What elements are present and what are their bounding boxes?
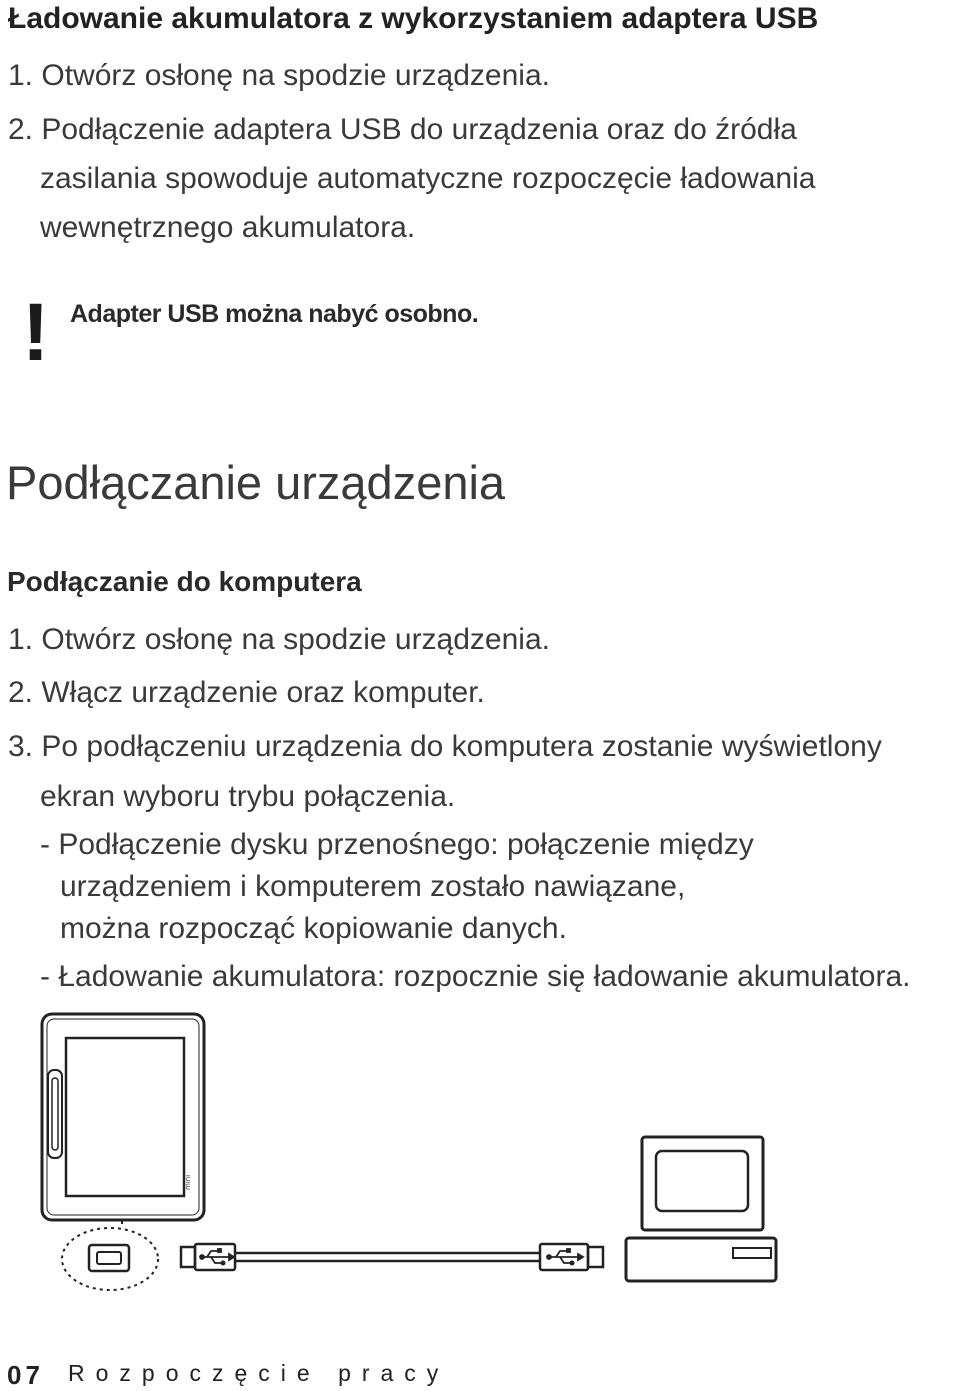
- connect-step-3-line-1: 3. Po podłączeniu urządzenia do komputera zostanie wyświetlony: [8, 730, 882, 763]
- usb-port-icon: [89, 1245, 129, 1271]
- footer-section-label: Rozpoczęcie pracy: [68, 1360, 450, 1386]
- usb-step-1: 1. Otwórz osłonę na spodzie urządzenia.: [8, 59, 550, 92]
- usb-step-2-line-1: 2. Podłączenie adaptera USB do urządzenia oraz do źródła: [8, 113, 797, 146]
- disk-mode-line-3: można rozpocząć kopiowanie danych.: [60, 912, 567, 945]
- usb-step-2-line-2: zasilania spowoduje automatyczne rozpoczęcie ładowania: [40, 162, 816, 195]
- charge-mode-line: - Ładowanie akumulatora: rozpocznie się ładowanie akumulatora.: [40, 960, 911, 993]
- usb-symbol-icon: [200, 1249, 234, 1265]
- computer-icon: [626, 1137, 776, 1281]
- connect-step-3-line-2: ekran wyboru trybu połączenia.: [40, 780, 456, 813]
- disk-mode-line-2: urządzeniem i komputerem zostało nawiązane,: [60, 870, 686, 903]
- page-number: 07: [7, 1360, 44, 1390]
- port-callout: [62, 1221, 158, 1290]
- usb-adapter-note: Adapter USB można nabyć osobno.: [70, 300, 479, 328]
- usb-step-2-line-3: wewnętrznego akumulatora.: [40, 211, 416, 244]
- disk-mode-line-1: - Podłączenie dysku przenośnego: połączenie między: [40, 828, 754, 861]
- usb-cable: [181, 1244, 603, 1270]
- connect-step-2: 2. Włącz urządzenie oraz komputer.: [8, 676, 485, 709]
- ereader-icon: [42, 1014, 204, 1220]
- warning-icon: !: [22, 287, 50, 378]
- section-title: Podłączanie urządzenia: [6, 456, 506, 509]
- usb-charging-heading: Ładowanie akumulatora z wykorzystaniem adaptera USB: [8, 2, 819, 35]
- connect-step-1: 1. Otwórz osłonę na spodzie urządzenia.: [8, 623, 550, 656]
- connect-computer-subtitle: Podłączanie do komputera: [7, 566, 362, 597]
- usb-symbol-icon-right: [547, 1249, 583, 1265]
- device-label: mini: [184, 1174, 192, 1190]
